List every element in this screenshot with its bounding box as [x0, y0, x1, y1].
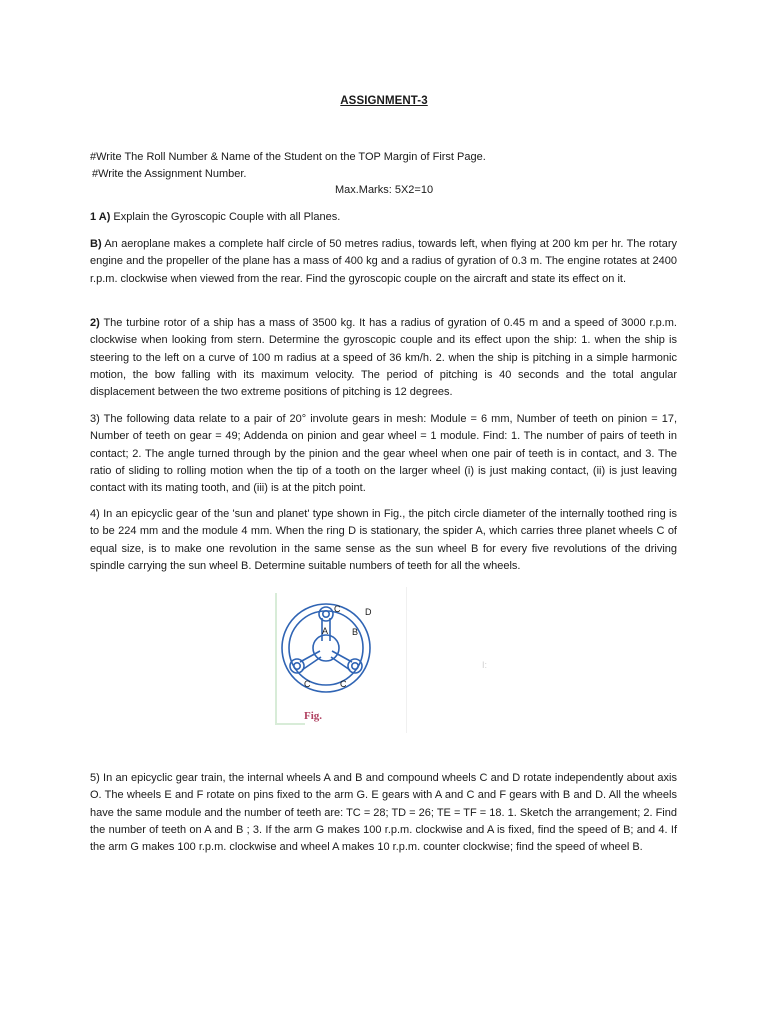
- question-2-text: The turbine rotor of a ship has a mass of 3500 kg. It has a radius of gyration of 0.45 m and a speed of 3000 r.p.m. clockwise when looking from stern. Determine the gyroscopic couple and its effect upon the ship: 1. when the ship is steering to the left on a curve of 100 m radius at a speed of 36 km/h. 2. when the ship is pitching in a simple harmonic motion, the bow falling with its maximum velocity. The period of pitching is 40 seconds and the total angular displacement between the two extreme positions of pitching is 12 degrees.: [90, 317, 677, 399]
- label-b: B: [352, 627, 359, 637]
- question-3: 3) The following data relate to a pair of 20° involute gears in mesh: Module = 6 mm, Number of teeth on pinion = 17, Number of teeth on gear = 49; Addenda on pinion and gear wheel = 1 module. Find: 1. The number of pairs of teeth in contact; 2. The angle turned through by the pinion and the gear wheel when one pair of teeth is in contact, and 3. The ratio of sliding to rolling motion when the tip of a tooth on the larger wheel (i) is just making contact, (ii) is just leaving contact with its mating tooth, and (iii) is at the pitch point.: [90, 413, 677, 495]
- label-d: D: [365, 607, 372, 617]
- question-2-label: 2): [90, 317, 100, 329]
- sun-gear-b: [313, 635, 339, 661]
- ring-gear-d-inner: [289, 611, 363, 685]
- instruction-roll-number: #Write The Roll Number & Name of the Student on the TOP Margin of First Page.: [90, 151, 486, 163]
- question-1a-label: 1 A): [90, 211, 111, 223]
- figure-caption: Fig.: [304, 710, 323, 722]
- assignment-title: ASSIGNMENT-3: [340, 95, 428, 107]
- question-1b-label: B): [90, 238, 102, 250]
- question-5: 5) In an epicyclic gear train, the internal wheels A and B and compound wheels C and D rotate independently about axis O. The wheels E and F rotate on pins fixed to the arm G. E gears with A and C and F gears with B and D. All the wheels have the same module and the number of teeth are: TC = 28; TD = 26; TE = TF = 18. 1. Sketch the arrangement; 2. Find the number of teeth on A and B ; 3. If the arm G makes 100 r.p.m. clockwise and A is fixed, find the speed of B; and 4. If the arm G makes 100 r.p.m. clockwise and wheel A makes 10 r.p.m. counter clockwise; find the speed of wheel B.: [90, 772, 677, 854]
- instruction-assignment-number: #Write the Assignment Number.: [92, 168, 247, 180]
- gear-diagram: [270, 585, 410, 733]
- question-4: 4) In an epicyclic gear of the 'sun and planet' type shown in Fig., the pitch circle diameter of the internally toothed ring is to be 224 mm and the module 4 mm. When the ring D is stationary, the spider A, which carries three planet wheels C of equal size, is to make one revolution in the same sense as the sun wheel B for every five revolutions of the driving spindle carrying the sun wheel B. Determine suitable numbers of teeth for all the wheels.: [90, 508, 677, 572]
- question-1a-text: Explain the Gyroscopic Couple with all Planes.: [110, 211, 341, 223]
- question-1b: [90, 236, 677, 288]
- label-c-right: C: [340, 679, 347, 689]
- planet-pin-left: [294, 663, 300, 669]
- question-2: [90, 315, 677, 401]
- planet-gear-c-top: [319, 607, 333, 621]
- faint-mark: I:: [482, 660, 488, 670]
- max-marks: Max.Marks: 5X2=10: [334, 184, 434, 196]
- label-c-left: C: [304, 679, 311, 689]
- label-a: A: [322, 626, 329, 636]
- sun-planet-gear-figure: [270, 585, 410, 733]
- planet-pin-right: [352, 663, 358, 669]
- question-1a: [90, 209, 677, 226]
- label-c-top: C: [334, 604, 341, 614]
- question-1b-text: An aeroplane makes a complete half circle of 50 metres radius, towards left, when flying at 200 km per hr. The rotary engine and the propeller of the plane has a mass of 400 kg and a radius of gyration of 0.3 m. The engine rotates at 2400 r.p.m. clockwise when viewed from the rear. Find the gyroscopic couple on the aircraft and state its effect on it.: [90, 238, 677, 285]
